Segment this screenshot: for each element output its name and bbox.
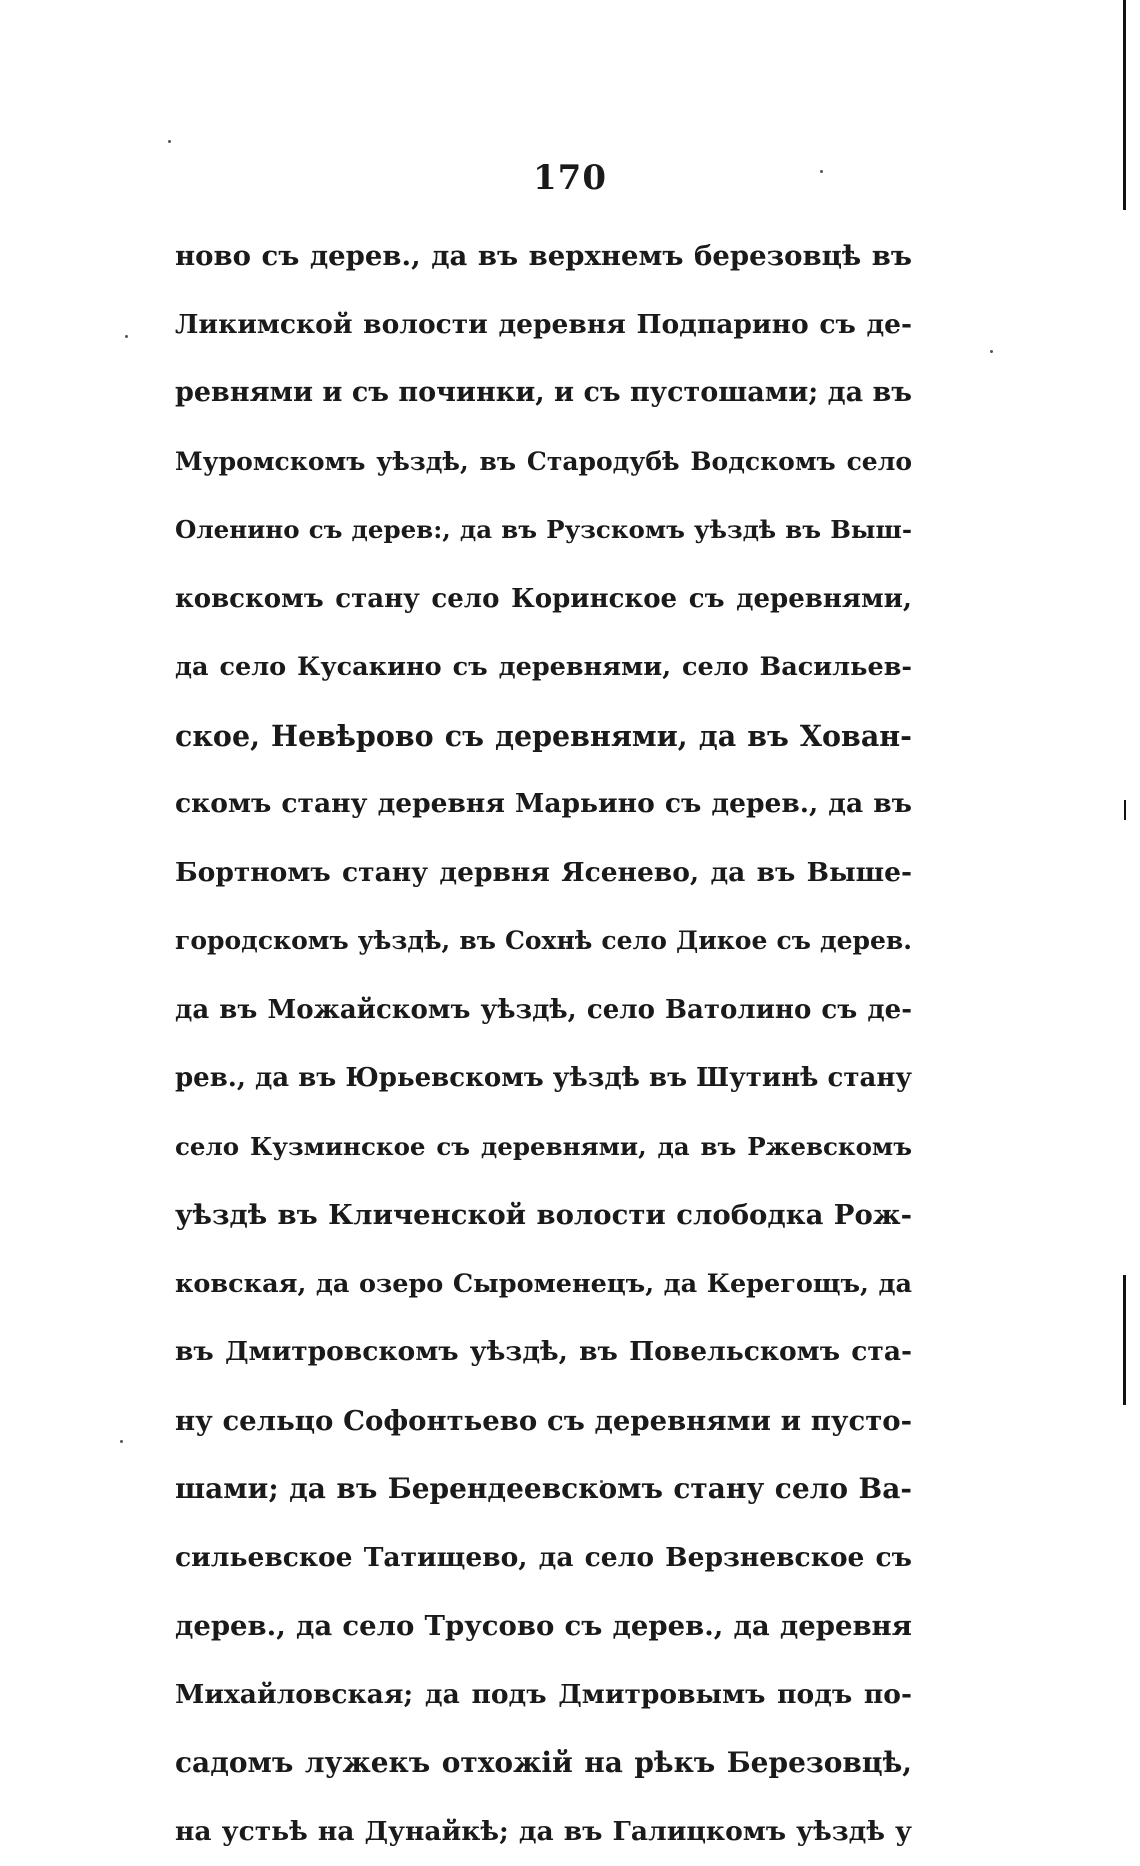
page-edge-mark <box>1124 800 1126 820</box>
page-number: 170 <box>0 158 1140 198</box>
text-line: Михайловская; да подъ Дмитровымъ подъ по- <box>175 1661 912 1730</box>
text-line: да село Кусакино съ деревнями, село Васильев- <box>175 633 912 702</box>
text-line: ново съ дерев., да въ верхнемъ березовцѣ въ <box>175 222 912 291</box>
text-line: на устьѣ на Дунайкѣ; да въ Галицкомъ уѣздѣ у <box>175 1798 912 1866</box>
text-line: Ликимской волости деревня Подпарино съ де- <box>175 291 912 360</box>
text-line: Оленино съ дерев:, да въ Рузскомъ уѣздѣ въ Выш- <box>175 496 912 565</box>
text-line: ское, Невѣрово съ деревнями, да въ Хован- <box>175 702 912 771</box>
text-line: рев., да въ Юрьевскомъ уѣздѣ въ Шутинѣ стану <box>175 1044 912 1113</box>
text-line: шами; да въ Берендеевскомъ стану село Ва- <box>175 1455 912 1524</box>
text-line: село Кузминское съ деревнями, да въ Ржевскомъ <box>175 1113 912 1182</box>
text-line: ковская, да озеро Сыроменецъ, да Керегощъ, да <box>175 1250 912 1319</box>
text-line: уѣздѣ въ Кличенской волости слободка Рож- <box>175 1181 912 1250</box>
page-edge-mark <box>1123 1275 1126 1405</box>
text-line: сильевское Татищево, да село Верзневское съ <box>175 1524 912 1593</box>
text-line: скомъ стану деревня Марьино съ дерев., да въ <box>175 770 912 839</box>
text-line: ревнями и съ починки, и съ пустошами; да въ <box>175 359 912 428</box>
text-line: ну сельцо Софонтьево съ деревнями и пусто- <box>175 1387 912 1456</box>
text-line: да въ Можайскомъ уѣздѣ, село Ватолино съ де- <box>175 976 912 1045</box>
print-speck <box>120 1440 123 1443</box>
text-line: городскомъ уѣздѣ, въ Сохнѣ село Дикое съ дерев. <box>175 907 912 976</box>
print-speck <box>125 335 128 338</box>
print-speck <box>990 350 993 353</box>
text-line: ковскомъ стану село Коринское съ деревнями, <box>175 565 912 634</box>
print-speck <box>168 140 171 143</box>
text-line: садомъ лужекъ отхожій на рѣкъ Березовцѣ, <box>175 1729 912 1798</box>
text-line: въ Дмитровскомъ уѣздѣ, въ Повельскомъ ста- <box>175 1318 912 1387</box>
text-line: дерев., да село Трусово съ дерев., да деревня <box>175 1592 912 1661</box>
body-text <box>175 222 912 1866</box>
text-line: Муромскомъ уѣздѣ, въ Стародубѣ Водскомъ село <box>175 428 912 497</box>
text-line: Бортномъ стану дервня Ясенево, да въ Выше- <box>175 839 912 908</box>
